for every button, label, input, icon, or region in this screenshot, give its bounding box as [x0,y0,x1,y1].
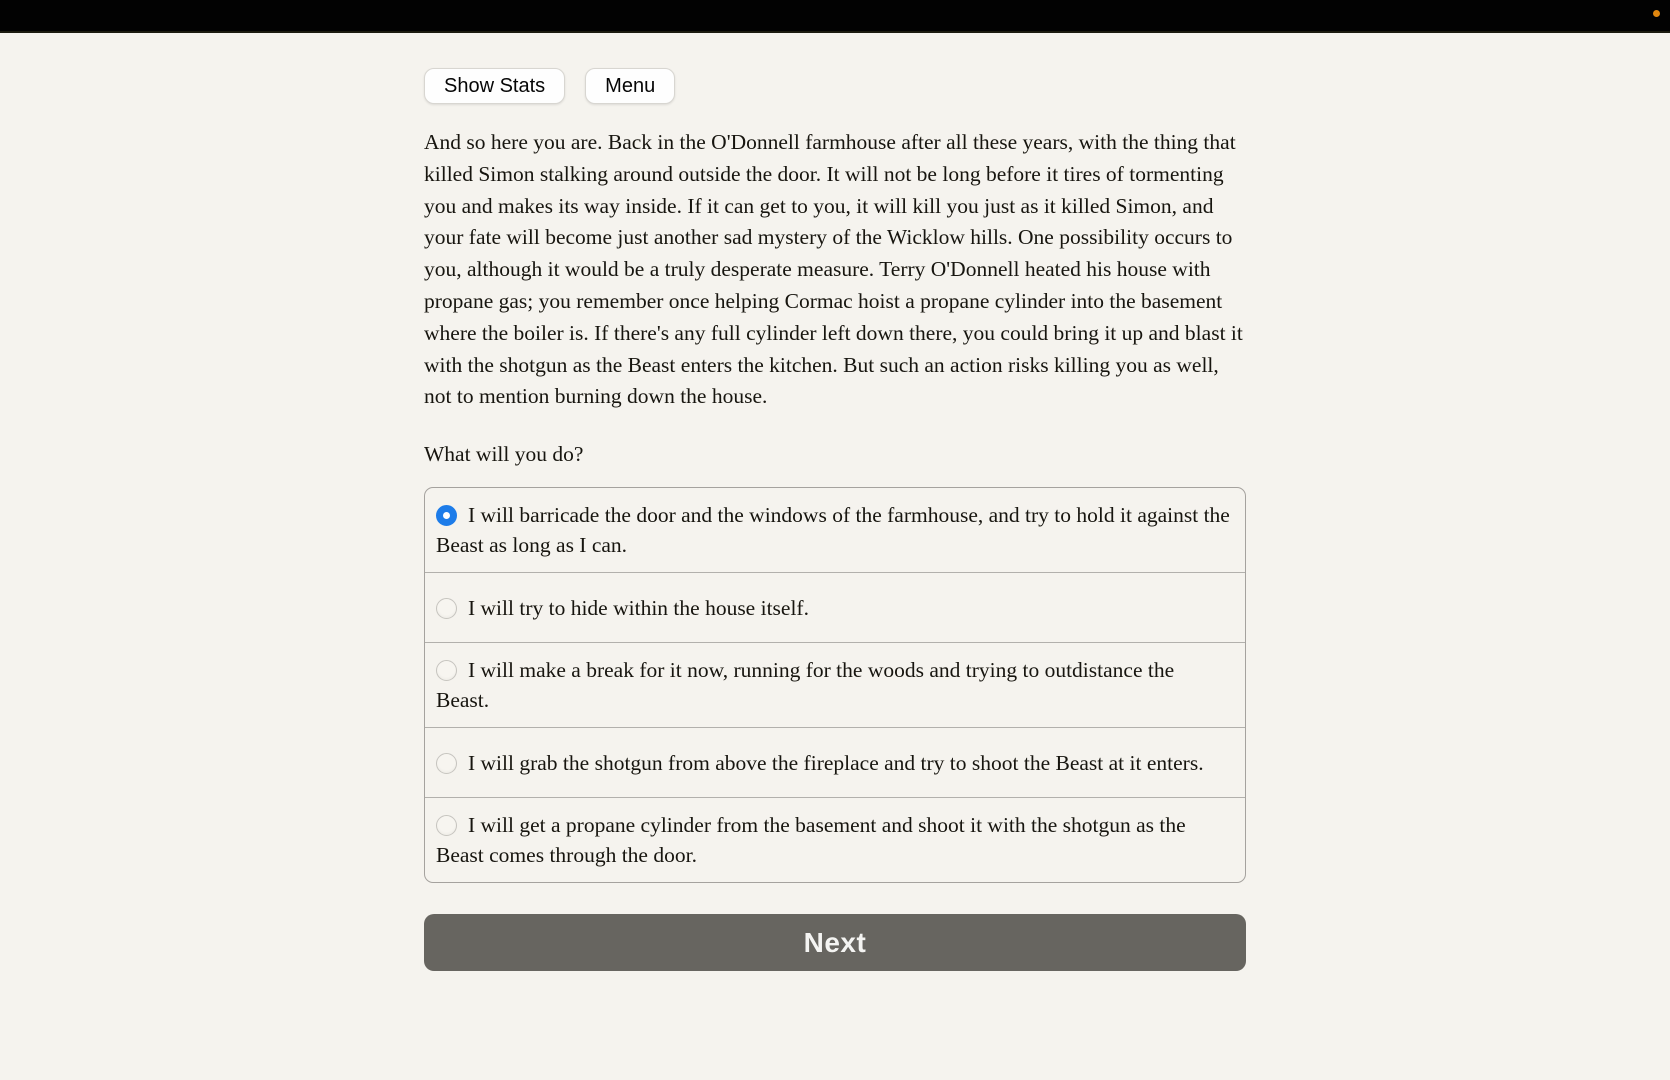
choice-option-hide[interactable] [425,572,1245,642]
game-toolbar [424,68,1246,104]
story-prompt: What will you do? [424,442,584,467]
choice-option-text: I will make a break for it now, running for the woods and trying to outdistance the Beast. [436,658,1175,713]
radio-button-icon[interactable] [436,753,457,774]
choice-option-propane[interactable] [425,797,1245,882]
choice-option-shotgun[interactable] [425,727,1245,797]
system-top-bar [0,0,1670,33]
game-content-column [424,33,1246,971]
choice-option-text: I will barricade the door and the windows of the farmhouse, and try to hold it against the Beast as long as I can. [436,503,1230,558]
radio-button-icon[interactable] [436,660,457,681]
choice-option-text: I will get a propane cylinder from the basement and shoot it with the shotgun as the Beast comes through the door. [436,813,1186,868]
choice-option-run[interactable] [425,642,1245,727]
radio-button-icon[interactable] [436,505,457,526]
story-paragraph: And so here you are. Back in the O'Donnell farmhouse after all these years, with the thing that killed Simon stalking around outside the door. It will not be long before it tires of tormenting you and makes its way inside. If it can get to you, it will kill you just as it killed Simon, and your fate will become just another sad mystery of the Wicklow hills. One possibility occurs to you, although it would be a truly desperate measure. Terry O'Donnell heated his house with propane gas; you remember once helping Cormac hoist a propane cylinder into the basement where the boiler is. If there's any full cylinder left down there, you could bring it up and blast it with the shotgun as the Beast enters the kitchen. But such an action risks killing you as well, not to mention burning down the house. [424,130,1243,409]
next-button-label: Next [803,926,867,958]
choice-option-barricade[interactable] [425,488,1245,572]
menu-button[interactable]: Menu [585,68,675,104]
choice-option-text: I will grab the shotgun from above the fireplace and try to shoot the Beast at it enters. [436,748,1204,778]
choice-option-text: I will try to hide within the house itself. [436,593,809,623]
show-stats-button[interactable]: Show Stats [424,68,565,104]
radio-button-icon[interactable] [436,598,457,619]
recording-indicator-dot [1653,10,1660,17]
choice-options-group [424,487,1246,883]
radio-button-icon[interactable] [436,815,457,836]
next-button[interactable] [424,914,1246,971]
